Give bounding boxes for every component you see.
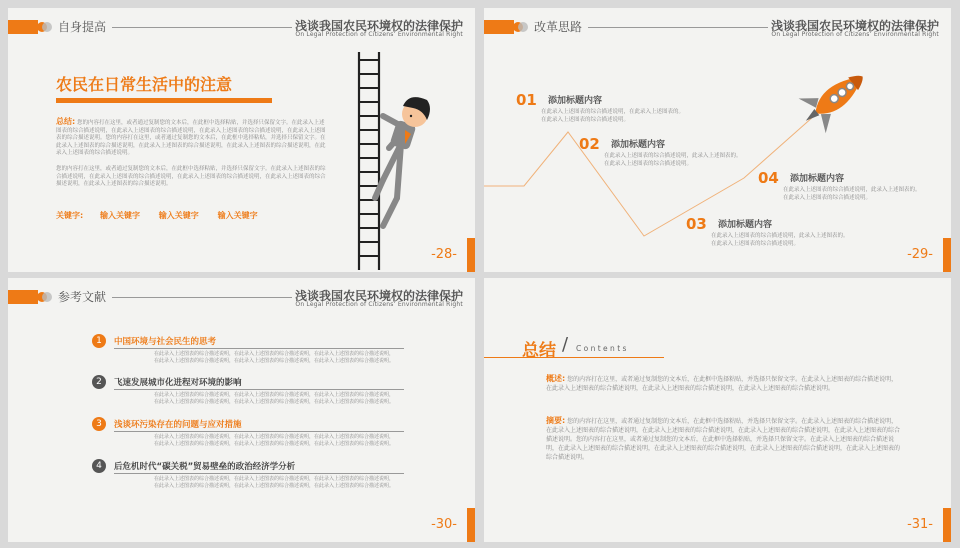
reference-underline: [114, 389, 404, 390]
contents-label: C o n t e n t s: [576, 344, 627, 353]
reference-number-badge: 2: [92, 375, 106, 389]
step-number: 02: [579, 135, 600, 153]
reference-desc-1: 在此录入上述图表的综合描述说明，在此录入上述图表的综合描述说明，在此录入上述图表的综合描述说明，: [154, 392, 395, 398]
header-dots-icon: [38, 20, 52, 34]
step-desc: 在此录入上述图表的综合描述说明，在此录入上述图表的。: [541, 109, 685, 115]
header-accent-bar: [8, 20, 38, 34]
step-title: 添加标题内容: [789, 174, 844, 184]
reference-desc-1: 在此录入上述图表的综合描述说明，在此录入上述图表的综合描述说明，在此录入上述图表的综合描述说明，: [154, 434, 395, 440]
paragraph-2: 您的内容打在这里，或者通过复制您的文本后，在此框中选择粘贴，并选择只保留文字。在此录入上述图表的综合描述说明，在此录入上述图表的综合描述说明，在此录入上述图表的综合描述说明，在此录入上述图表的综合描述说明，在此录入上述图表的综合描述说明。: [56, 166, 326, 187]
page-accent-bar: [943, 508, 951, 542]
page-number: -28-: [431, 247, 457, 262]
step-desc-2: 在此录入上述图表的综合描述说明。: [783, 194, 872, 201]
page-accent-bar: [467, 238, 475, 272]
reference-title: 中国环境与社会民生的思考: [114, 337, 217, 347]
header-subtitle: On Legal Protection of Citizens’ Environmental Right: [771, 31, 939, 38]
section-label: 改革思路: [534, 20, 583, 34]
step-number: 01: [516, 91, 537, 109]
keywords-label: 关键字:: [56, 211, 84, 220]
abstract-block: [546, 416, 902, 462]
keyword-1: 输入关键字: [100, 211, 140, 220]
page-accent-bar: [467, 508, 475, 542]
slide-30[interactable]: [8, 278, 475, 542]
step-item-01: [516, 90, 696, 124]
keyword-3: 输入关键字: [217, 211, 258, 220]
slide-heading: 农民在日常生活中的注意: [56, 75, 233, 94]
step-number: 03: [686, 215, 707, 233]
ladder-climber-illustration: [353, 48, 443, 272]
reference-underline: [114, 473, 404, 474]
reference-desc-2: 在此录入上述图表的综合描述说明，在此录入上述图表的综合描述说明，在此录入上述图表的综合描述说明。: [154, 483, 395, 489]
summary-title-underline-left: [484, 357, 664, 358]
section-label: 参考文献: [58, 290, 107, 304]
summary-title: 总结: [522, 341, 556, 361]
summary-text: 您的内容打在这里，或者通过复制您的文本后，在此框中选择粘贴，并选择只保留文字。在此录入上述图表的综合描述说明，在此录入上述图表的综合描述说明，在此录入上述图表的综合描述说明，在此录入上述图表的综合描述说明。您的内容打在这里，或者通过复制您的文本后，在此框中选择粘贴，并选择只保留文字。在此录入上述图表的综合描述说明，在此录入上述图表的综合描述说明，在此录入上述图表的综合描述说明，在此录入上述图表的综合描述说明。: [56, 120, 326, 156]
header-divider: [112, 27, 292, 28]
header-divider: [112, 297, 292, 298]
reference-number-badge: 4: [92, 459, 106, 473]
section-label: 自身提高: [58, 20, 107, 34]
header-subtitle: On Legal Protection of Citizens’ Environmental Right: [295, 31, 463, 38]
slide-29[interactable]: [484, 8, 951, 272]
reference-number-badge: 1: [92, 334, 106, 348]
slide-28[interactable]: [8, 8, 475, 272]
step-desc-2: 在此录入上述图表的综合描述说明。: [604, 160, 693, 167]
step-title: 添加标题内容: [610, 140, 665, 150]
step-desc: 在此录入上述图表的综合描述说明，此录入上述图表的。: [711, 233, 849, 239]
step-desc: 在此录入上述图表的综合描述说明，此录入上述图表的。: [783, 187, 921, 193]
keywords-row: [56, 210, 258, 221]
header-accent-bar: [8, 290, 38, 304]
summary-title-slash: /: [562, 334, 569, 355]
reference-underline: [114, 348, 404, 349]
reference-title: 后危机时代“碳关税”贸易壁垒的政治经济学分析: [114, 462, 296, 472]
reference-desc-1: 在此录入上述图表的综合描述说明，在此录入上述图表的综合描述说明，在此录入上述图表的综合描述说明，: [154, 476, 395, 482]
step-title: 添加标题内容: [717, 220, 772, 230]
slide-31[interactable]: [484, 278, 951, 542]
header-subtitle: On Legal Protection of Citizens’ Environmental Right: [295, 301, 463, 308]
abstract-label: 摘要:: [546, 416, 566, 425]
reference-desc-2: 在此录入上述图表的综合描述说明，在此录入上述图表的综合描述说明，在此录入上述图表的综合描述说明。: [154, 399, 395, 405]
step-number: 04: [758, 169, 779, 187]
header-title: 浅谈我国农民环境权的法律保护: [770, 19, 939, 33]
reference-desc-1: 在此录入上述图表的综合描述说明，在此录入上述图表的综合描述说明，在此录入上述图表的综合描述说明，: [154, 351, 395, 357]
summary-block: [56, 118, 328, 158]
page-number: -31-: [907, 517, 933, 532]
header-title: 浅谈我国农民环境权的法律保护: [294, 19, 463, 33]
step-title: 添加标题内容: [547, 96, 602, 106]
step-desc: 在此录入上述图表的综合描述说明，此录入上述图表的。: [604, 153, 742, 159]
page-number: -29-: [907, 247, 933, 262]
page-number: -30-: [431, 517, 457, 532]
rocket-icon: [792, 58, 878, 138]
reference-title: 浅谈环污染存在的问题与应对措施: [114, 420, 242, 430]
reference-desc-2: 在此录入上述图表的综合描述说明，在此录入上述图表的综合描述说明，在此录入上述图表的综合描述说明。: [154, 358, 395, 364]
header-dots-icon: [38, 290, 52, 304]
reference-title: 飞速发展城市化进程对环境的影响: [114, 378, 242, 388]
step-item-04: [758, 168, 943, 202]
step-desc-2: 在此录入上述图表的综合描述说明。: [711, 240, 800, 247]
step-item-02: [579, 134, 759, 168]
summary-label: 总结:: [56, 117, 76, 126]
overview-label: 概述:: [546, 374, 566, 383]
keyword-2: 输入关键字: [158, 211, 199, 220]
reference-number-badge: 3: [92, 417, 106, 431]
reference-desc-2: 在此录入上述图表的综合描述说明，在此录入上述图表的综合描述说明，在此录入上述图表的综合描述说明。: [154, 441, 395, 447]
overview-block: [546, 374, 902, 393]
header-title: 浅谈我国农民环境权的法律保护: [294, 289, 463, 303]
abstract-text: 您的内容打在这里，或者通过复制您的文本后，在此框中选择粘贴，并选择只保留文字。在此录入上述图表的综合描述说明，在此录入上述图表的综合描述说明，在此录入上述图表的综合描述说明，在此录入上述图表的综合描述说明，在此录入上述图表的综合描述说明。您的内容打在这里，或者通过复制您的文本后，在此框中选择粘贴，并选择只保留文字。在此录入上述图表的综合描述说明，在此录入上述图表的综合描述说明，在此录入上述图表的综合描述说明，在此录入上述图表的综合描述说明，在此录入上述图表的综合描述说明。: [546, 418, 901, 461]
reference-underline: [114, 431, 404, 432]
overview-text: 您的内容打在这里，或者通过复制您的文本后，在此框中选择粘贴，并选择只保留文字。在此录入上述图表的综合描述说明，在此录入上述图表的综合描述说明，在此录入上述图表的综合描述说明，在此录入上述图表的综合描述说明。: [546, 376, 898, 392]
step-item-03: [686, 214, 871, 248]
page-accent-bar: [943, 238, 951, 272]
step-desc-2: 在此录入上述图表的综合描述说明。: [541, 116, 630, 123]
heading-underline: [56, 98, 272, 103]
